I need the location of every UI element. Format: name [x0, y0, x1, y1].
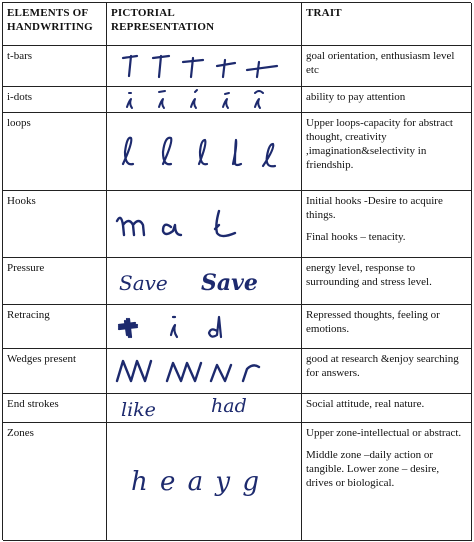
- zones-sample: h e a y g: [131, 466, 262, 497]
- trait-hooks-text-2: Final hooks – tenacity.: [306, 231, 406, 243]
- trait-retracing: [302, 305, 472, 349]
- header-elements-line-2: HANDWRITING: [7, 21, 93, 33]
- element-i-dots: i-dots: [3, 87, 107, 113]
- handwriting-traits-table: [2, 2, 471, 540]
- header-elements-line-1: ELEMENTS OF: [7, 7, 89, 19]
- trait-pressure: [302, 258, 472, 305]
- element-wedges: Wedges present: [3, 349, 107, 394]
- element-end-strokes: End strokes: [3, 394, 107, 423]
- header-pictorial-line-2: REPRESENTATION: [111, 21, 215, 33]
- header-pictorial-line-1: PICTORIAL: [111, 7, 175, 19]
- trait-wedges-text: good at research &enjoy searching for answers.: [306, 353, 459, 379]
- element-hooks: Hooks: [3, 191, 107, 258]
- element-pressure: Pressure: [3, 258, 107, 305]
- handwritten-loops-image: [107, 113, 302, 191]
- handwritten-hooks-image: [107, 191, 302, 258]
- trait-hooks-text-1: Initial hooks -Desire to acquire things.: [306, 195, 443, 221]
- trait-zones-text-1: Upper zone-intellectual or abstract.: [306, 427, 462, 439]
- trait-t-bars: [302, 46, 472, 87]
- trait-retracing-text: Repressed thoughts, feeling or emotions.: [306, 309, 440, 335]
- trait-loops: [302, 113, 472, 191]
- trait-wedges: [302, 349, 472, 394]
- element-t-bars: t-bars: [3, 46, 107, 87]
- trait-loops-text: Upper loops-capacity for abstract thought, creativity ,imagination&selectivity in friendship.: [306, 117, 453, 171]
- trait-end-strokes-text: Social attitude, real nature.: [306, 398, 425, 410]
- trait-t-bars-text: goal orientation, enthusiasm level etc: [306, 50, 455, 76]
- handwritten-t-bars-image: [107, 46, 302, 87]
- end-strokes-sample-2: had: [211, 395, 247, 417]
- header-trait-label: TRAIT: [306, 7, 342, 19]
- trait-i-dots: [302, 87, 472, 113]
- handwritten-pressure-image: [107, 258, 302, 305]
- pressure-sample-light: Save: [119, 271, 168, 295]
- trait-i-dots-text: ability to pay attention: [306, 91, 406, 103]
- trait-hooks: [302, 191, 472, 258]
- trait-pressure-text: energy level, response to surrounding and stress level.: [306, 262, 432, 288]
- trait-zones-text-2: Middle zone –daily action or tangible. Lower zone – desire, drives or biological.: [306, 449, 440, 489]
- element-zones: Zones: [3, 423, 107, 541]
- trait-end-strokes: [302, 394, 472, 423]
- element-loops: loops: [3, 113, 107, 191]
- handwritten-wedges-image: [107, 349, 302, 394]
- handwritten-end-strokes-image: [107, 394, 302, 423]
- header-pictorial: [107, 3, 302, 46]
- header-elements: [3, 3, 107, 46]
- pressure-sample-heavy: Save: [201, 270, 258, 296]
- element-retracing: Retracing: [3, 305, 107, 349]
- end-strokes-sample-1: like: [121, 399, 156, 421]
- trait-zones: [302, 423, 472, 541]
- header-trait: [302, 3, 472, 46]
- handwritten-retracing-image: [107, 305, 302, 349]
- handwritten-i-dots-image: [107, 87, 302, 113]
- handwritten-zones-image: [107, 423, 302, 541]
